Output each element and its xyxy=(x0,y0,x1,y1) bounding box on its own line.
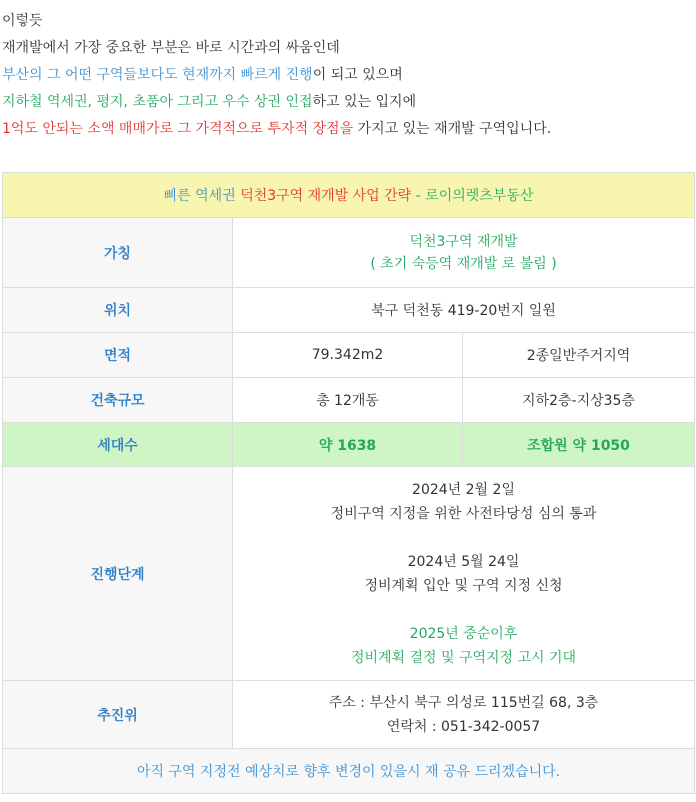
row-name xyxy=(3,218,695,288)
intro-highlight-location: 지하철 역세권, 평지, 초품아 그리고 우수 상권 인접 xyxy=(2,94,313,110)
value-households: 약 1638 xyxy=(233,423,463,467)
project-name: 덕천3구역 재개발 xyxy=(409,233,518,250)
row-households xyxy=(3,423,695,467)
step-2-date: 2024년 5월 24일 xyxy=(407,553,520,570)
intro-line-5-rest: 가지고 있는 재개발 구역입니다. xyxy=(353,121,552,137)
spacer xyxy=(233,526,694,550)
label-area: 면적 xyxy=(3,333,233,378)
step-3-date: 2025년 중순이후 xyxy=(409,625,518,642)
label-households: 세대수 xyxy=(3,423,233,467)
label-committee: 추진위 xyxy=(3,681,233,749)
intro-highlight-price: 1억도 안되는 소액 매매가로 그 가격적으로 투자적 장점을 xyxy=(2,121,354,137)
footer-note: 아직 구역 지정전 예상치로 향후 변경이 있을시 재 공유 드리겠습니다. xyxy=(3,749,695,794)
spacer xyxy=(233,598,694,622)
label-scale: 건축규모 xyxy=(3,378,233,423)
title-project: 덕천3구역 재개발 사업 간략 xyxy=(240,188,412,204)
value-name xyxy=(233,218,695,288)
step-1-date: 2024년 2월 2일 xyxy=(412,481,515,498)
value-zoning: 2종일반주거지역 xyxy=(463,333,695,378)
row-area xyxy=(3,333,695,378)
value-floors: 지하2층-지상35층 xyxy=(463,378,695,423)
label-location: 위치 xyxy=(3,288,233,333)
value-members: 조합원 약 1050 xyxy=(463,423,695,467)
step-3-desc: 정비계획 결정 및 구역지정 고시 기대 xyxy=(350,649,577,666)
intro-line-2: 재개발에서 가장 중요한 부분은 바로 시간과의 싸움인데 xyxy=(2,40,340,56)
step-1-desc: 정비구역 지정을 위한 사전타당성 심의 통과 xyxy=(330,505,597,522)
row-committee xyxy=(3,681,695,749)
intro-line-3 xyxy=(2,62,696,89)
footer-row xyxy=(3,749,695,794)
committee-address: 주소 : 부산시 북구 의성로 115번길 68, 3층 xyxy=(328,694,599,711)
value-progress xyxy=(233,467,695,681)
value-committee xyxy=(233,681,695,749)
project-summary-table xyxy=(2,172,695,794)
table-header-row xyxy=(3,173,695,218)
title-prefix: 삐른 역세권 xyxy=(163,188,241,204)
project-alias: ( 초기 숙등역 재개발 로 불림 ) xyxy=(370,255,557,272)
intro-line-3-rest: 이 되고 있으며 xyxy=(312,67,403,83)
committee-contact: 연락처 : 051-342-0057 xyxy=(386,718,541,735)
row-scale xyxy=(3,378,695,423)
value-area: 79.342m2 xyxy=(233,333,463,378)
intro-line-4 xyxy=(2,89,696,116)
intro-line-4-rest: 하고 있는 입지에 xyxy=(312,94,417,110)
intro-line-5 xyxy=(2,116,696,143)
table-title xyxy=(3,173,695,218)
value-buildings: 총 12개동 xyxy=(233,378,463,423)
row-progress xyxy=(3,467,695,681)
title-source: - 로이의렛츠부동산 xyxy=(411,188,534,204)
value-location: 북구 덕천동 419-20번지 일원 xyxy=(233,288,695,333)
intro-highlight-speed: 부산의 그 어떤 구역들보다도 현재까지 빠르게 진행 xyxy=(2,67,313,83)
label-name: 가칭 xyxy=(3,218,233,288)
intro-line-1: 이렇듯 xyxy=(2,13,43,29)
label-progress: 진행단계 xyxy=(3,467,233,681)
row-location xyxy=(3,288,695,333)
step-2-desc: 정비계획 입안 및 구역 지정 신청 xyxy=(364,577,563,594)
intro-text xyxy=(0,0,696,143)
